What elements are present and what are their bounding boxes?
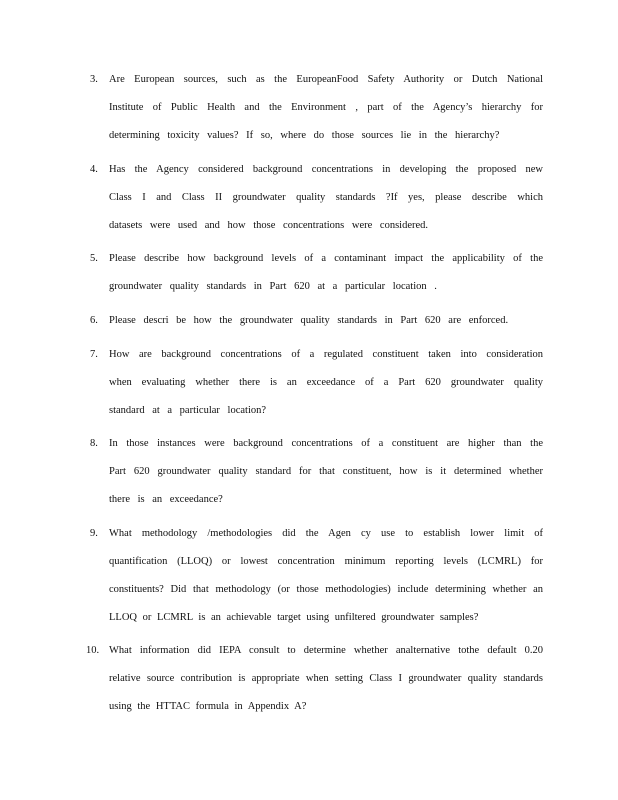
question-item-8 bbox=[90, 437, 550, 514]
question-item-3 bbox=[90, 73, 550, 150]
question-number: 4. bbox=[90, 164, 98, 175]
question-text: In those instances were background concentrations of a constituent are higher than the Part 620 groundwater quality standard for that constituent, how is it determined whether there is an exceedance? bbox=[109, 438, 543, 505]
question-number: 8. bbox=[90, 438, 98, 449]
question-text: Are European sources, such as the EuropeanFood Safety Authority or Dutch National Institute of Public Health and the Environment , part of the Agency’s hierarchy for determining toxicity values? If so, where do those sources lie in the hierarchy? bbox=[109, 74, 543, 141]
question-text: Please descri be how the groundwater quality standards in Part 620 are enforced. bbox=[109, 315, 509, 326]
question-number: 9. bbox=[90, 528, 98, 539]
question-item-4 bbox=[90, 163, 550, 240]
question-text: How are background concentrations of a regulated constituent taken into consideration when evaluating whether there is an exceedance of a Part 620 groundwater quality standard at a particular location? bbox=[109, 349, 543, 416]
question-item-6 bbox=[90, 314, 550, 335]
question-text: Has the Agency considered background concentrations in developing the proposed new Class I and Class II groundwater quality standards ?If yes, please describe which datasets were used and how those concentrations were considered. bbox=[109, 164, 543, 231]
question-text: What methodology /methodologies did the Agen cy use to establish lower limit of quantification (LLOQ) or lowest concentration minimum reporting levels (LCMRL) for constituents? Did that methodology (or those methodologies) include determining whether an LLOQ or LCMRL is an achievable target using unfiltered groundwater samples? bbox=[109, 528, 543, 623]
question-text: Please describe how background levels of a contaminant impact the applicability of the groundwater quality standards in Part 620 at a particular location . bbox=[109, 253, 543, 292]
question-item-10 bbox=[86, 644, 550, 721]
question-item-5 bbox=[90, 252, 550, 301]
question-number: 5. bbox=[90, 253, 98, 264]
question-number: 6. bbox=[90, 315, 98, 326]
question-number: 3. bbox=[90, 74, 98, 85]
question-number: 7. bbox=[90, 349, 98, 360]
question-item-9 bbox=[90, 527, 550, 632]
question-item-7 bbox=[90, 348, 550, 425]
question-number: 10. bbox=[86, 645, 100, 656]
question-text: What information did IEPA consult to determine whether analternative tothe default 0.20 relative source contribution is appropriate when setting Class I groundwater quality standards using the HTTAC formula in Appendix A? bbox=[109, 645, 543, 712]
